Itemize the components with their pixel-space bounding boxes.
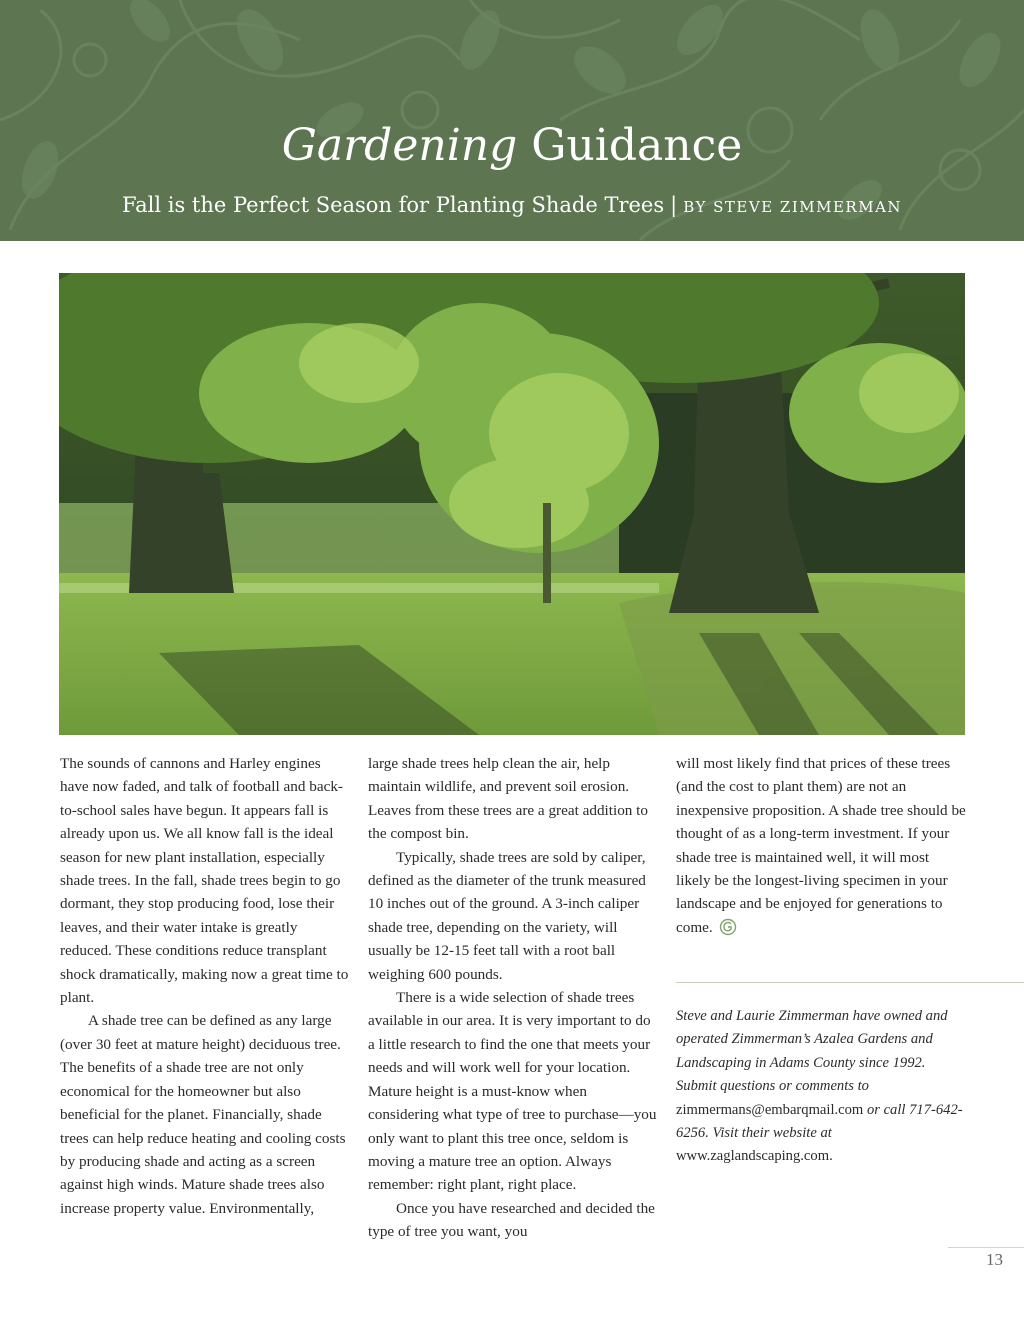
- article-column-3: [676, 752, 966, 939]
- article-column-2: [368, 752, 658, 1244]
- page-number-rule: [948, 1247, 1024, 1248]
- bio-website-link[interactable]: www.zaglandscaping.com: [676, 1148, 830, 1165]
- subtitle-line: [0, 193, 1024, 218]
- bio-text: .: [829, 1148, 833, 1165]
- article-paragraph: There is a wide selection of shade trees available in our area. It is very important to do a little research to find the one that meets your needs and will work well for your location. Mature height is a must-know when considering what type of tree to purchase—you only want to plant this tree once, seldom is moving a mature tree an option. Always remember: right plant, right place.: [368, 989, 657, 1194]
- byline: BY STEVE ZIMMERMAN: [683, 198, 903, 216]
- bio-text: Steve and Laurie Zimmerman have owned and operated Zimmerman’s Azalea Gardens and Landscaping in Adams County since 1992. Submit questions or comments to: [676, 1008, 948, 1095]
- article-paragraph: Once you have researched and decided the type of tree you want, you: [368, 1199, 655, 1241]
- bio-divider: [676, 982, 1024, 983]
- title-rest: Guidance: [531, 120, 743, 171]
- header-banner: [0, 0, 1024, 241]
- landscape-photo: [59, 273, 965, 735]
- bio-email-link[interactable]: zimmermans@embarqmail.com: [676, 1101, 864, 1118]
- article-paragraph: [676, 752, 966, 939]
- subtitle: Fall is the Perfect Season for Planting Shade Trees: [121, 193, 665, 217]
- article-paragraph-text: will most likely find that prices of these trees (and the cost to plant them) are not an inexpensive proposition. A shade tree should be thought of as a long-term investment. If your shade tree is maintained well, it will most likely be the longest-living specimen in your landscape and be enjoyed for generations to come.: [676, 755, 966, 936]
- page-title: [0, 120, 1024, 171]
- article-paragraph: large shade trees help clean the air, help maintain wildlife, and prevent soil erosion. Leaves from these trees are a great addition to the compost bin.: [368, 755, 648, 843]
- article-paragraph: The sounds of cannons and Harley engines have now faded, and talk of football and back-to-school sales have begun. It appears fall is already upon us. We all know fall is the ideal season for new plant installation, especially shade trees. In the fall, shade trees begin to go dormant, they stop producing food, lose their leaves, and their water intake is greatly reduced. These conditions reduce transplant shock dramatically, making now a great time to plant.: [60, 755, 349, 1007]
- bio-text: or call 717-642-6256. Visit their website at: [676, 1101, 963, 1142]
- g-logo-end-mark-icon: [719, 918, 737, 936]
- author-bio: [676, 1005, 966, 1169]
- page-number: 13: [986, 1250, 1003, 1269]
- article-paragraph: Typically, shade trees are sold by caliper, defined as the diameter of the trunk measured 10 inches out of the ground. A 3-inch caliper shade tree, depending on the variety, will usually be 12-15 feet tall with a root ball weighing 600 pounds.: [368, 848, 646, 983]
- article-column-1: [60, 752, 350, 1220]
- subtitle-separator: |: [670, 193, 678, 217]
- title-italic: Gardening: [281, 120, 518, 171]
- article-paragraph: A shade tree can be defined as any large (over 30 feet at mature height) deciduous tree. The benefits of a shade tree are not only economical for the homeowner but also beneficial for the planet. Financially, shade trees can help reduce heating and cooling costs by producing shade and acting as a screen against high winds. Mature shade trees also increase property value. Environmentally,: [60, 1012, 346, 1217]
